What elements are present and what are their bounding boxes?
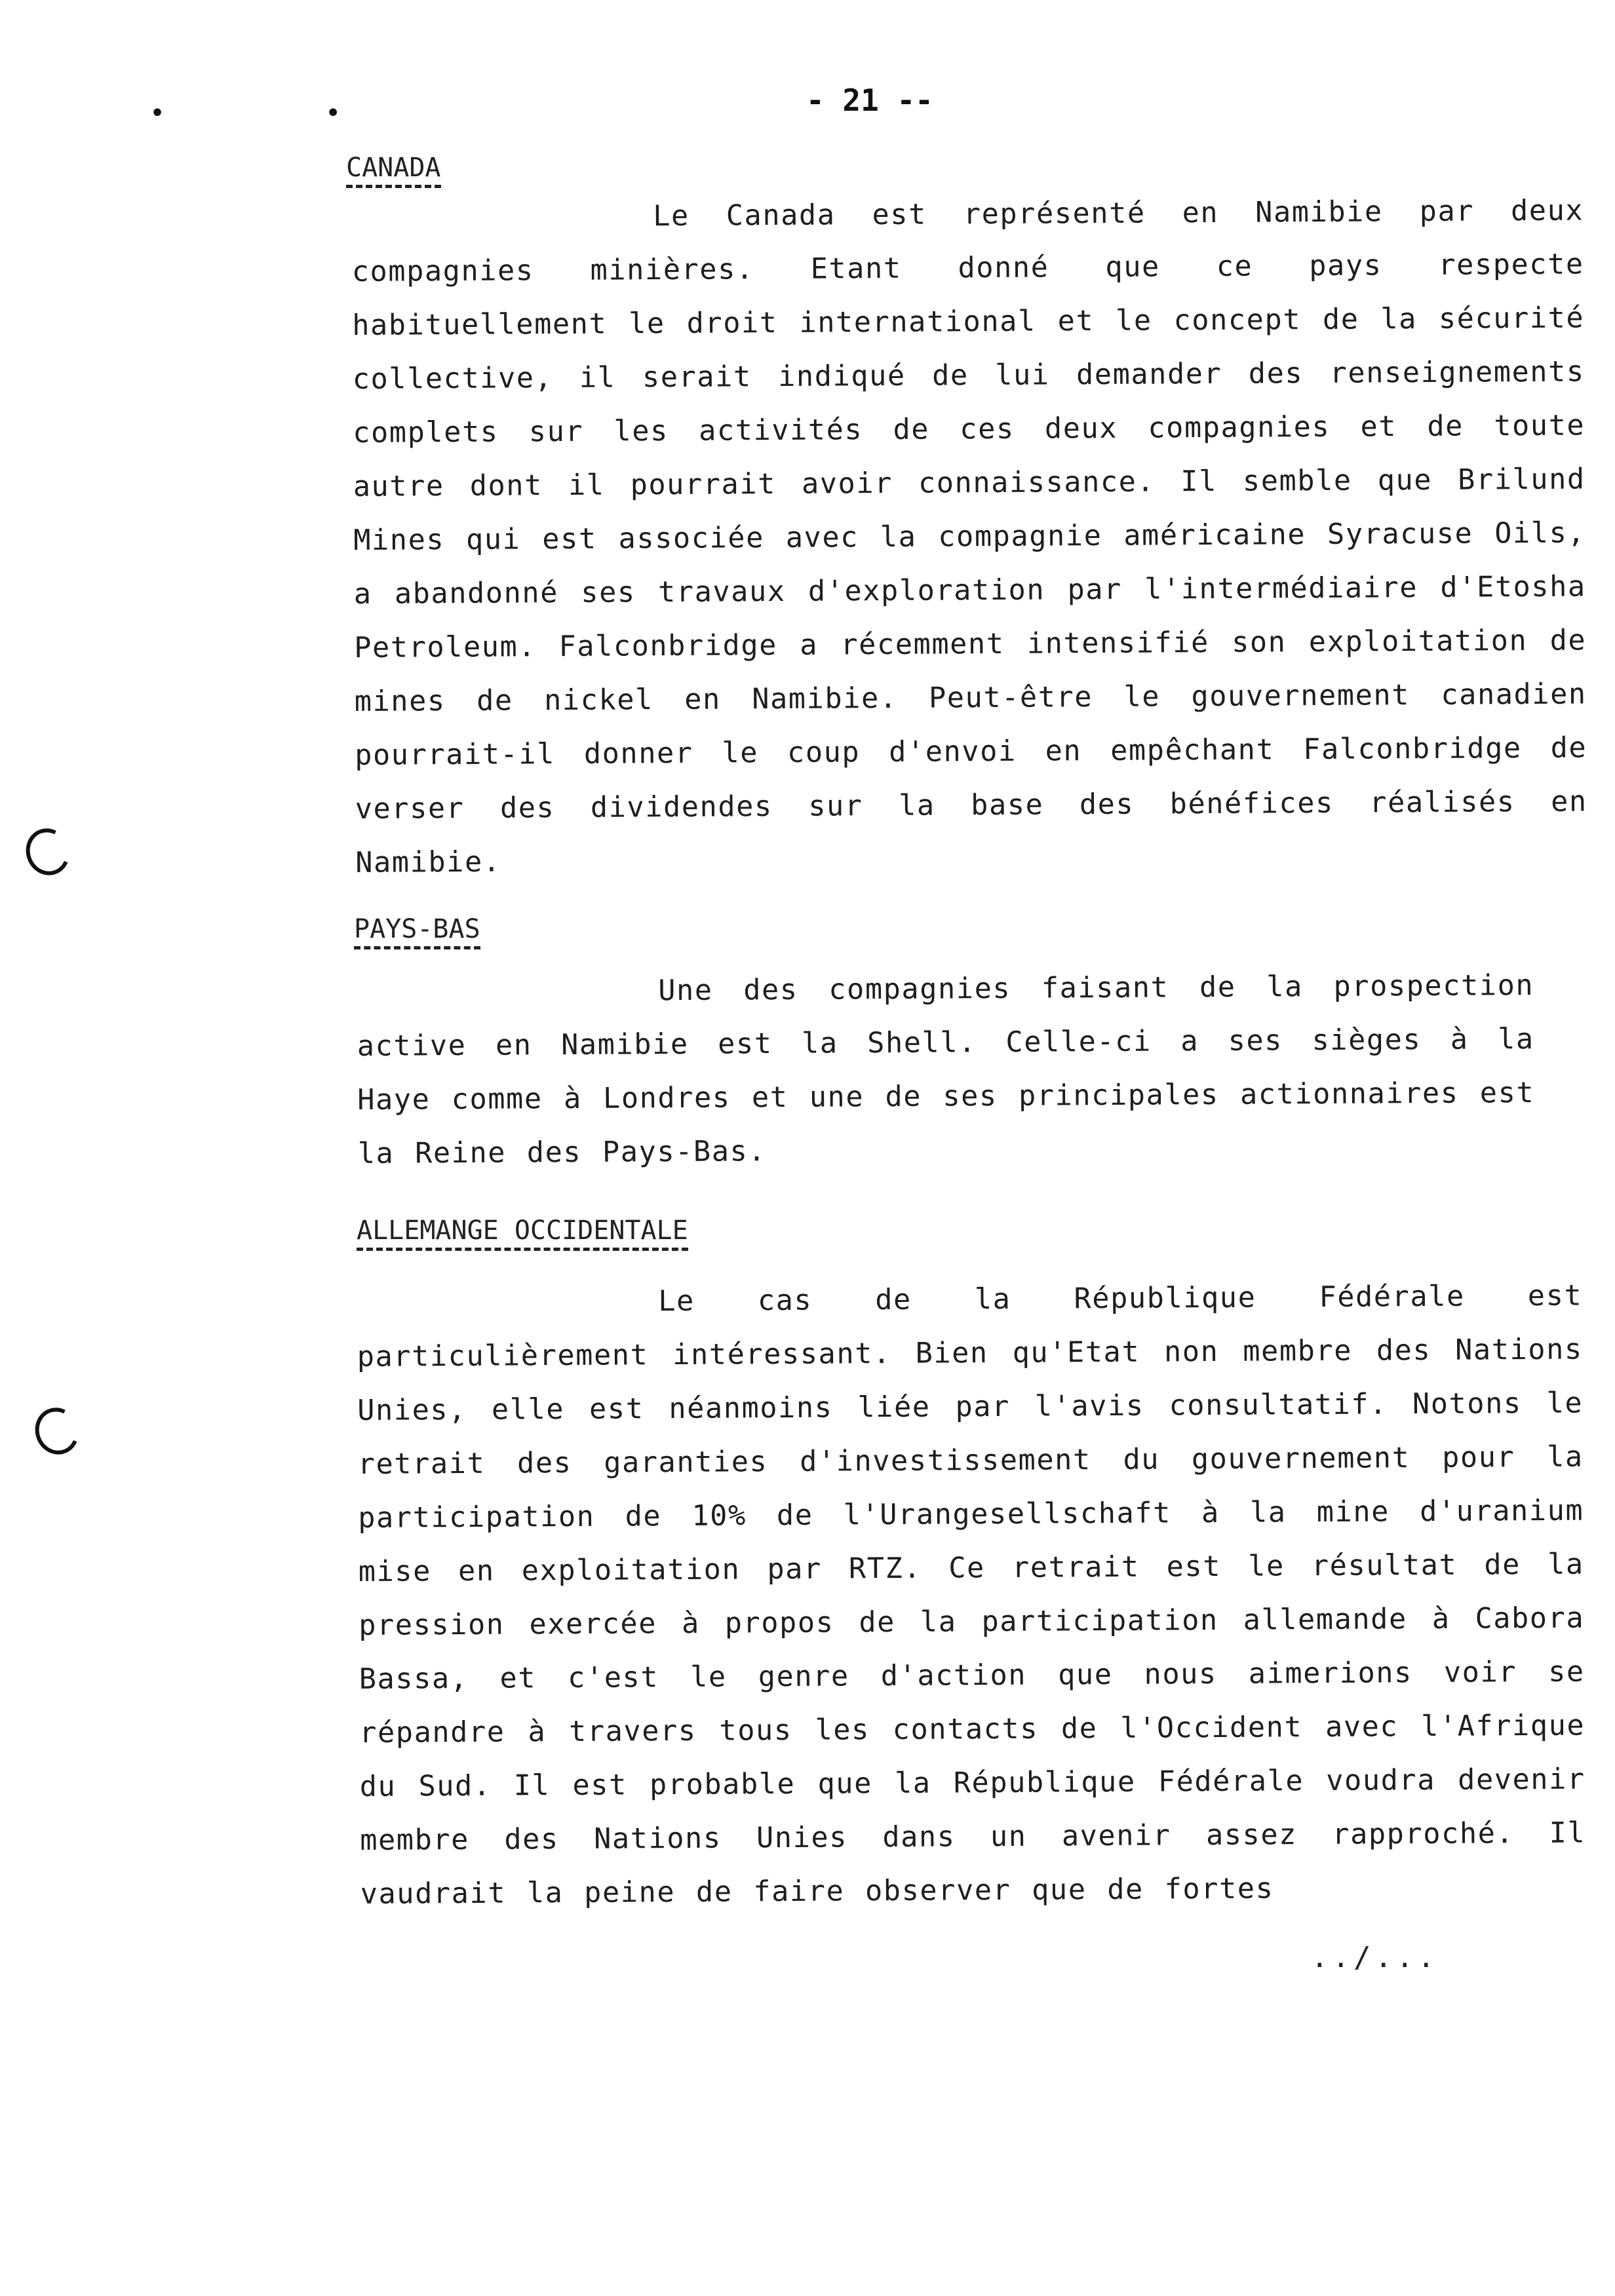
section-heading-allemagne: ALLEMANGE OCCIDENTALE <box>357 1217 688 1251</box>
section-paragraph-pays-bas: Une des compagnies faisant de la prospection active en Namibie est la Shell. Celle-ci a ses sièges à la Haye comme à Londres et une de ses principales actionnaires est la Reine des Pays-Bas. <box>357 969 1535 1170</box>
punch-hole-icon <box>29 1402 86 1461</box>
margin-marks: • • <box>149 98 414 128</box>
section-heading-canada: CANADA <box>346 155 441 188</box>
continuation-mark: ../... <box>1311 1941 1439 1974</box>
section-paragraph-allemagne: Le cas de la République Fédérale est particulièrement intéressant. Bien qu'Etat non membre des Nations Unies, elle est néanmoins liée par l'avis consultatif. Notons le retrait des garanties d'investissement du gouvernement pour la participation de 10% de l'Urangesellschaft à la mine d'uranium mise en exploitation par RTZ. Ce retrait est le résultat de la pression exercée à propos de la participation allemande à Cabora Bassa, et c'est le genre d'action que nous aimerions voir se répandre à travers tous les contacts de l'Occident avec l'Afrique du Sud. Il est probable que la République Fédérale voudra devenir membre des Nations Unies dans un avenir assez rapproché. Il vaudrait la peine de faire observer que de fortes <box>357 1279 1586 1911</box>
punch-hole-icon <box>20 822 77 881</box>
page-number: - 21 -- <box>806 83 933 118</box>
section-heading-pays-bas: PAYS-BAS <box>354 916 480 949</box>
section-paragraph-canada: Le Canada est représenté en Namibie par deux compagnies minières. Etant donné que ce pays respecte habituellement le droit international et le concept de la sécurité collective, il serait indiqué de lui demander des renseignements complets sur les activités de ces deux compagnies et de toute autre dont il pourrait avoir connaissance. Il semble que Brilund Mines qui est associée avec la compagnie américaine Syracuse Oils, a abandonné ses travaux d'exploration par l'intermédiaire d'Etosha Petroleum. Falconbridge a récemment intensifié son exploitation de mines de nickel en Namibie. Peut-être le gouvernement canadien pourrait-il donner le coup d'envoi en empêchant Falconbridge de verser des dividendes sur la base des bénéfices réalisés en Namibie. <box>351 194 1587 879</box>
